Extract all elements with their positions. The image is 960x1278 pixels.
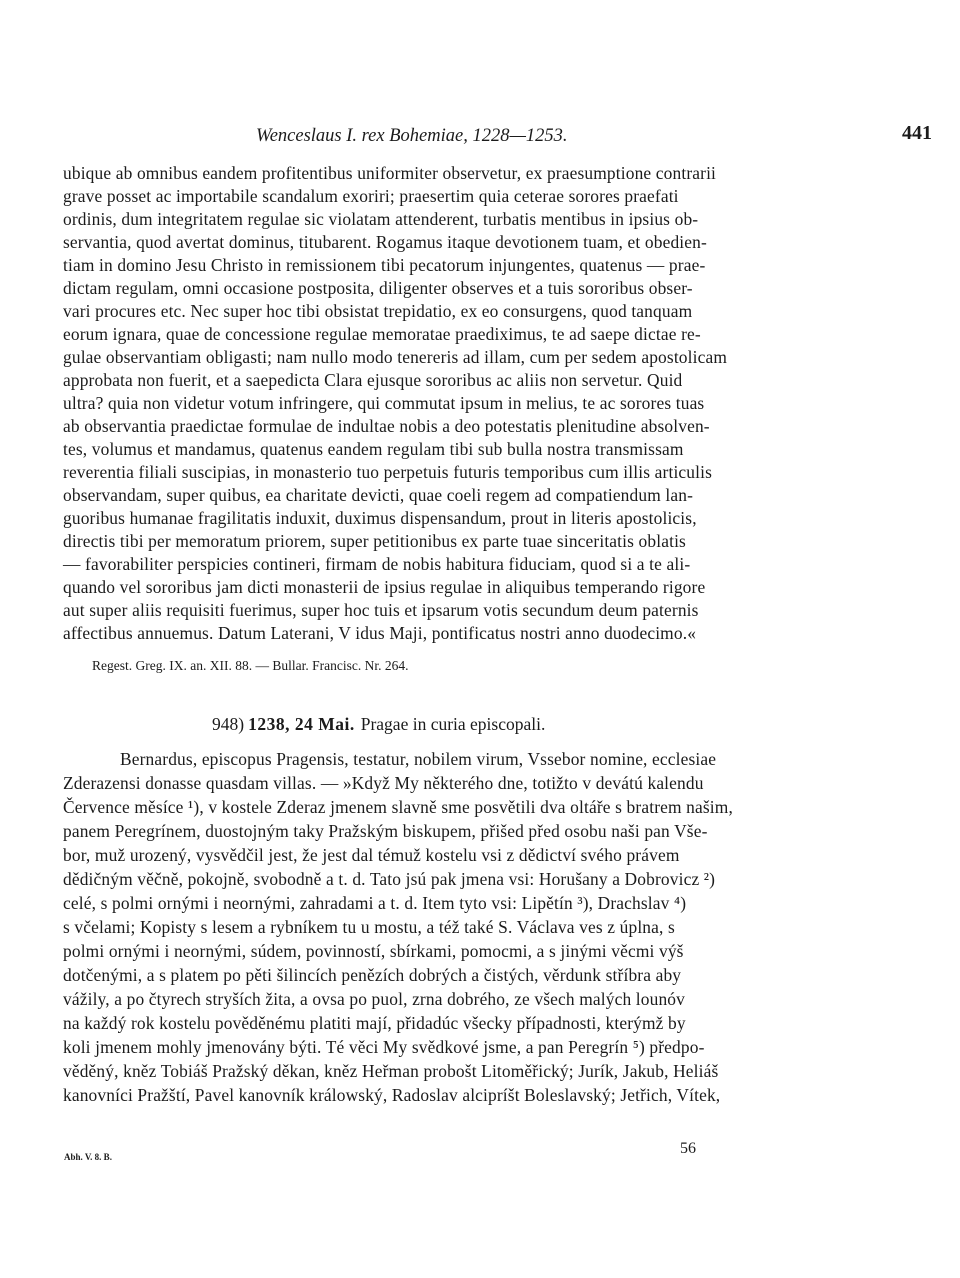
text-line: servantia, quod avertat dominus, titubarent. Rogamus itaque devotionem tuam, et obedien- <box>63 232 707 252</box>
text-line: quando vel sororibus jam dicti monasterii de ipsius regulae in aliquibus temperando rigore <box>63 577 706 597</box>
text-line: reverentia filiali suscipias, in monasterio tuo perpetuis futuris temporibus cum illis articulis <box>63 462 713 482</box>
text-line: polmi ornými i neornými, súdem, povinností, sbírkami, pomocmi, a s jinými věcmi výš <box>63 941 684 961</box>
text-line: dědičným věčně, pokojně, svobodně a t. d. Tato jsú pak jmena vsi: Horušany a Dobrovicz ²) <box>63 869 716 889</box>
text-line: bor, muž urozený, vysvědčil jest, že jest dal témuž kostelu vsi z dědictví svého právem <box>63 845 680 865</box>
text-line: s včelami; Kopisty s lesem a rybníkem tu u mostu, a též také S. Václava ves z úplna, s <box>63 917 675 937</box>
text-line: ordinis, dum integritatem regulae sic violatam attenderent, turbatis mentibus in ipsius ob- <box>63 209 699 229</box>
running-title: Wenceslaus I. rex Bohemiae, 1228—1253. <box>256 126 568 146</box>
page-number: 441 <box>902 122 932 144</box>
text-line: koli jmenem mohly jmenovány býti. Té věci My svědkové jsme, a pan Peregrín ⁵) předpo- <box>63 1037 705 1057</box>
text-line: věděný, kněz Tobiáš Pražský děkan, kněz Heřman probošt Litoměřický; Jurík, Jakub, Heliáš <box>63 1061 719 1081</box>
text-line: — favorabiliter perspicies contineri, firmam de nobis habitura fiduciam, quod si a te ali- <box>63 554 691 574</box>
footer-signature: Abh. V. 8. B. <box>64 1152 112 1162</box>
text-line: vari procures etc. Nec super hoc tibi obsistat trepidatio, ex eo consurgens, quod tanquam <box>63 301 693 321</box>
text-line: Bernardus, episcopus Pragensis, testatur, nobilem virum, Vssebor nomine, ecclesiae <box>120 749 717 769</box>
text-line: celé, s polmi ornými i neornými, zahradami a t. d. Item tyto vsi: Lipětín ³), Drachslav ⁴) <box>63 893 687 913</box>
entry-place: Pragae in curia episcopali. <box>360 714 546 734</box>
source-note: Regest. Greg. IX. an. XII. 88. — Bullar. Francisc. Nr. 264. <box>92 658 409 673</box>
text-line: na každý rok kostelu pověděnému platiti mají, přidadúc všecky případnosti, kterýmž by <box>63 1013 686 1033</box>
text-line: ab observantia praedictae formulae de indultae nobis a deo potestatis plenitudine absolven- <box>63 416 710 436</box>
text-line: kanovníci Pražští, Pavel kanovník králowský, Radoslav alcipríšt Boleslavský; Jetřich, Vítek, <box>63 1085 721 1105</box>
text-line: gulae observantiam obligasti; nam nullo modo tenereris ad illam, cum per sedem apostolicam <box>63 347 728 367</box>
text-line: tes, volumus et mandamus, quatenus eandem regulam tibi sub bulla nostra transmissam <box>63 439 684 459</box>
text-line: dictam regulam, omni occasione postposita, diligenter observes et a tuis sororibus obser- <box>63 278 693 298</box>
text-line: eorum ignara, quae de concessione regulae memoratae praediximus, te ad saepe dictae re- <box>63 324 701 344</box>
text-line: approbata non fuerit, et a saepedicta Clara ejusque sororibus ac aliis non servetur. Quid <box>63 370 683 390</box>
text-line: vážily, a po čtyrech stryších žita, a ovsa po puol, zrna dobrého, ze všech malých lounóv <box>63 989 685 1009</box>
text-line: ultra? quia non videtur votum infringere, qui commutat ipsum in melius, te ac sorores tuas <box>63 393 705 413</box>
text-line: ubique ab omnibus eandem profitentibus uniformiter observetur, ex praesumptione contrarii <box>63 163 717 183</box>
text-line: aut super aliis requisiti fuerimus, super hoc tuis et ipsarum votis secundum deum paternis <box>63 600 699 620</box>
sheet-number: 56 <box>680 1140 696 1157</box>
text-line: guoribus humanae fragilitatis induxit, duximus dispensandum, prout in literis apostolicis, <box>63 508 697 528</box>
text-line: grave posset ac importabile scandalum exoriri; praesertim quia ceterae sorores praefati <box>63 186 679 206</box>
text-line: observandam, super quibus, ea charitate devicti, quae coeli regem ad compatiendum lan- <box>63 485 694 505</box>
text-line: panem Peregrínem, duostojným taky Pražským biskupem, přišed před osobu naši pan Vše- <box>63 821 708 841</box>
entry-date: 1238, 24 Mai. <box>248 714 355 734</box>
text-line: tiam in domino Jesu Christo in remissionem tibi pecatorum injungentes, quatenus — prae- <box>63 255 706 275</box>
text-line: Července měsíce ¹), v kostele Zderaz jmenem slavně sme posvětili dva oltáře s bratrem našim, <box>63 797 733 817</box>
text-line: Zderazensi donasse quasdam villas. — »Když My některého dne, totižto v devátú kalendu <box>63 773 704 793</box>
text-line: directis tibi per memoratum priorem, super petitionibus ex parte tuae sinceritatis oblatis <box>63 531 686 551</box>
entry-heading <box>212 714 545 735</box>
text-line: dotčenými, a s platem po pěti šilincích penězích dobrých a čistých, věrdunk stříbra aby <box>63 965 682 985</box>
entry-number: 948) <box>212 714 245 734</box>
text-line: affectibus annuemus. Datum Laterani, V idus Maji, pontificatus nostri anno duodecimo.« <box>63 623 697 643</box>
